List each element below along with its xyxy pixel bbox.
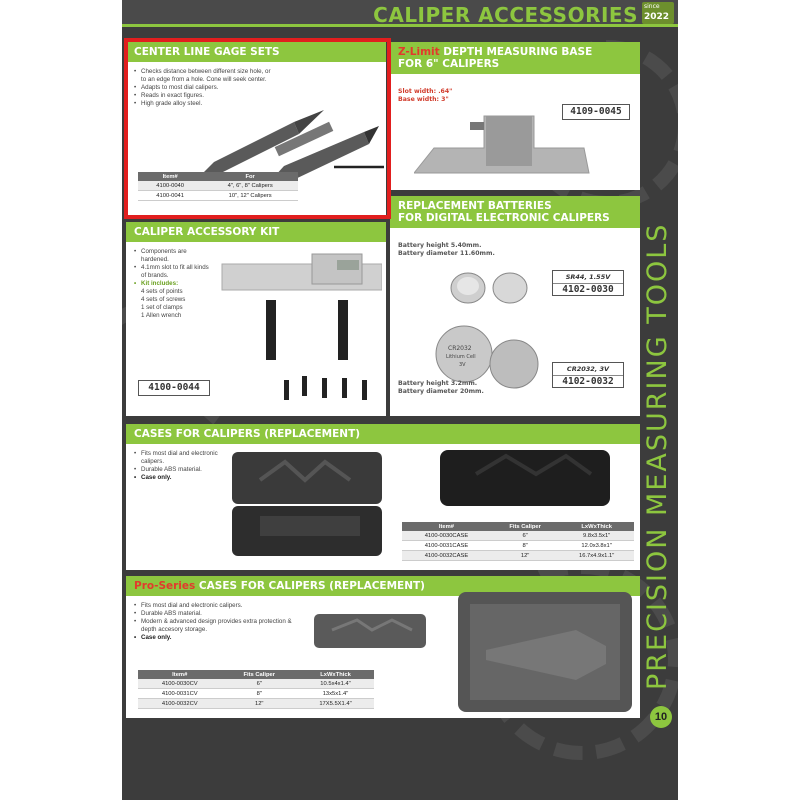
page-title: CALIPER ACCESSORIES bbox=[373, 3, 638, 27]
side-banner-text: PRECISION MEASURING TOOLS bbox=[642, 222, 673, 690]
part-table: Item# Fits Caliper LxWxThick 4100-0030CASE 6" 9.8x3.5x1" 4100-0031CASE 8" 12.0x3.8x1" 4100-0032CASE 12" 16.7x4.9x1.1" bbox=[402, 522, 634, 561]
svg-text:3V: 3V bbox=[459, 362, 466, 368]
feature-item: • Fits most dial and electronic calipers. bbox=[134, 602, 304, 610]
feature-item: • High grade alloy steel. bbox=[134, 100, 274, 108]
batteries-panel bbox=[390, 196, 640, 416]
sr44-battery-image bbox=[448, 268, 538, 308]
part-table: Item# Fits Caliper LxWxThick 4100-0030CV 6" 10.5x4x1.4" 4100-0031CV 8" 13x5x1.4" 4100-0032CV 12" 17X5.5X1.4" bbox=[138, 670, 374, 709]
table-row: 4100-0041 10", 12" Calipers bbox=[138, 191, 298, 201]
part-table: Item# For 4100-0040 4", 6", 8" Calipers 4100-0041 10", 12" Calipers bbox=[138, 172, 298, 201]
depth-base-panel bbox=[390, 42, 640, 190]
feature-item: • Checks distance between different size hole, or to an edge from a hole. Cone will seek center. bbox=[134, 68, 274, 84]
open-pro-case-image bbox=[456, 590, 636, 716]
section-title: CASES FOR CALIPERS (REPLACEMENT) bbox=[126, 424, 640, 444]
feature-item: • Modern & advanced design provides extra protection & depth accesory storage. bbox=[134, 618, 304, 634]
accessory-kit-panel bbox=[126, 222, 386, 416]
closed-pro-case-image bbox=[312, 612, 432, 652]
section-title: REPLACEMENT BATTERIES FOR DIGITAL ELECTRONIC CALIPERS bbox=[390, 196, 640, 228]
spec-text: Slot width: .64" Base width: 3" bbox=[398, 88, 453, 104]
feature-list bbox=[134, 602, 304, 642]
header-bar bbox=[122, 0, 678, 27]
table-row: 4100-0040 4", 6", 8" Calipers bbox=[138, 181, 298, 191]
section-title: Pro-Series CASES FOR CALIPERS (REPLACEMENT) bbox=[126, 576, 640, 596]
part-number-box: 4109-0045 bbox=[562, 104, 630, 120]
feature-item: • Case only. bbox=[134, 634, 304, 642]
cases-panel bbox=[126, 424, 640, 570]
svg-text:Lithium Cell: Lithium Cell bbox=[446, 354, 476, 360]
pro-cases-panel bbox=[126, 576, 640, 718]
section-title: CENTER LINE GAGE SETS bbox=[126, 42, 386, 62]
feature-item: • Reads in exact figures. bbox=[134, 92, 274, 100]
svg-text:CR2032: CR2032 bbox=[448, 345, 472, 352]
feature-item: • Durable ABS material. bbox=[134, 466, 234, 474]
feature-item: • Durable ABS material. bbox=[134, 610, 304, 618]
feature-item: • Fits most dial and electronic calipers. bbox=[134, 450, 234, 466]
section-title: CALIPER ACCESSORY KIT bbox=[126, 222, 386, 242]
feature-item: • Case only. bbox=[134, 474, 234, 482]
depth-base-image bbox=[414, 108, 594, 178]
highlight-frame bbox=[124, 38, 391, 219]
table-row: 4100-0031CASE 8" 12.0x3.8x1" bbox=[402, 541, 634, 551]
closed-case-image bbox=[436, 444, 616, 514]
spec-text: Battery height 5.40mm. Battery diameter 11.60mm. bbox=[398, 242, 495, 258]
section-title: Z-Limit DEPTH MEASURING BASE FOR 6" CALIPERS bbox=[390, 42, 640, 74]
spec-text: Battery height 3.2mm. Battery diameter 20mm. bbox=[398, 380, 484, 396]
part-number-box: SR44, 1.55V 4102-0030 bbox=[552, 270, 624, 296]
kit-contents: 4 sets of points 4 sets of screws 1 set of clamps 1 Allen wrench bbox=[141, 288, 186, 320]
table-row: 4100-0032CASE 12" 16.7x4.9x1.1" bbox=[402, 551, 634, 561]
feature-item: • 4.1mm slot to fit all kinds of brands. bbox=[134, 264, 214, 280]
feature-item: • Adapts to most dial calipers. bbox=[134, 84, 274, 92]
table-row: 4100-0031CV 8" 13x5x1.4" bbox=[138, 689, 374, 699]
feature-item: • Components are hardened. bbox=[134, 248, 214, 264]
table-row: 4100-0032CV 12" 17X5.5X1.4" bbox=[138, 699, 374, 709]
feature-list bbox=[134, 450, 234, 482]
part-number-box: CR2032, 3V 4102-0032 bbox=[552, 362, 624, 388]
part-number-box: 4100-0044 bbox=[138, 380, 210, 396]
table-row: 4100-0030CV 6" 10.5x4x1.4" bbox=[138, 679, 374, 689]
open-case-image bbox=[230, 450, 390, 560]
feature-item: • Kit includes: bbox=[134, 280, 214, 288]
brand-logo: since 2022 bbox=[642, 2, 674, 24]
table-row: 4100-0030CASE 6" 9.8x3.5x1" bbox=[402, 531, 634, 541]
page-number: 10 bbox=[650, 706, 672, 728]
kit-image bbox=[202, 248, 382, 408]
